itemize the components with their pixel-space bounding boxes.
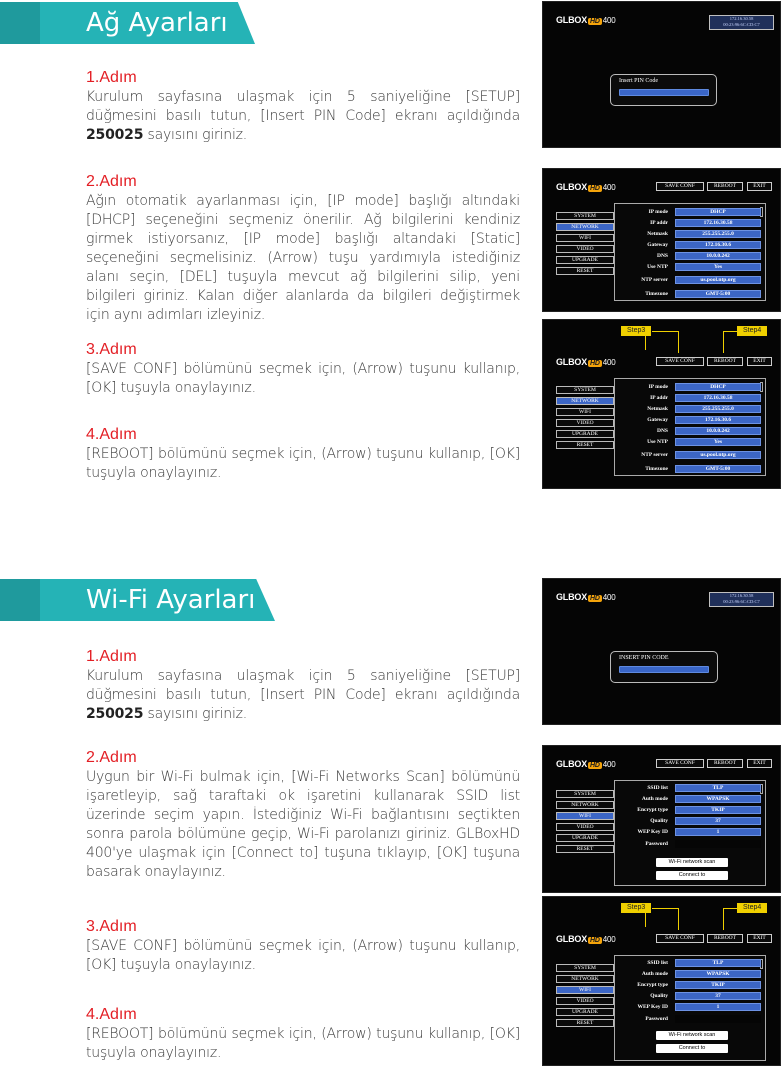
pin-label: INSERT PIN CODE [619,655,669,661]
callout-step3: Step3 [621,903,651,913]
pin-label: Insert PIN Code [619,78,658,84]
step-heading: 3.Adım [86,918,137,935]
glbox-logo: GLBOX HD 400 [556,759,616,769]
step-text: [SAVE CONF] bölümünü seçmek için, (Arrow) tuşunu kullanıp, [OK] tuşuyla onaylayınız. [86,361,520,396]
wifi-panel [614,955,766,1061]
field-row: Quality 37 [615,992,765,1002]
step-text: Kurulum sayfasına ulaşmak için 5 saniyeliğine [SETUP] düğmesini basılı tutun, [Insert PIN Code] ekranı açıldığında 250025 sayısını giriniz. [86,89,520,143]
save-conf-button[interactable]: SAVE CONF [656,357,704,366]
menu-item-reset[interactable]: RESET [556,845,614,853]
menu-item-system[interactable]: SYSTEM [556,386,614,394]
menu-item-video[interactable]: VIDEO [556,245,614,253]
menu-item-network[interactable]: NETWORK [556,975,614,983]
menu-item-wifi[interactable]: WIFI [556,986,614,994]
menu-item-video[interactable]: VIDEO [556,419,614,427]
step-4 [86,426,520,483]
field-row: IP addr 172.16.30.58 [615,219,765,229]
banner-lead [0,579,40,621]
section-title: Wi-Fi Ayarları [86,585,256,615]
glbox-logo: GLBOX HD 400 [556,182,616,192]
field-row: Encrypt type TKIP [615,981,765,991]
settings-menu [556,386,614,452]
wifi-panel [614,780,766,886]
pin-dialog [610,651,718,683]
field-row: Timezone GMT-5:00 [615,290,765,300]
menu-item-network[interactable]: NETWORK [556,223,614,231]
menu-item-video[interactable]: VIDEO [556,997,614,1005]
menu-item-wifi[interactable]: WIFI [556,812,614,820]
field-row: DNS 10.0.0.242 [615,252,765,262]
field-row: WEP Key ID 1 [615,828,765,838]
field-row: IP mode DHCP [615,208,765,218]
callout-step4: Step4 [737,903,767,913]
field-row: NTP server us.pool.ntp.org [615,276,765,286]
field-row: NTP server us.pool.ntp.org [615,451,765,461]
menu-item-reset[interactable]: RESET [556,441,614,449]
step-4 [86,1006,520,1063]
step-text: Kurulum sayfasına ulaşmak için 5 saniyeliğine [SETUP] düğmesini basılı tutun, [Insert PIN Code] ekranı açıldığında 250025 sayısını giriniz. [86,668,520,722]
field-row: Encrypt type TKIP [615,806,765,816]
field-row: IP addr 172.16.30.58 [615,394,765,404]
field-row: SSID list TLP [615,959,765,969]
field-row: Password [615,840,765,850]
glbox-logo: GLBOX HD 400 [556,592,616,602]
pin-input[interactable] [619,89,709,96]
menu-item-upgrade[interactable]: UPGRADE [556,1008,614,1016]
callout-step4: Step4 [737,326,767,336]
menu-item-reset[interactable]: RESET [556,1019,614,1027]
step-3 [86,341,520,398]
pin-code: 250025 [86,127,144,143]
step-3 [86,918,520,975]
menu-item-system[interactable]: SYSTEM [556,964,614,972]
step-heading: 4.Adım [86,1006,137,1023]
section-banner-wifi [0,579,280,621]
step-heading: 1.Adım [86,69,137,86]
exit-button[interactable]: EXIT [747,182,772,191]
password-field[interactable] [675,840,761,848]
step-heading: 1.Adım [86,648,137,665]
menu-item-video[interactable]: VIDEO [556,823,614,831]
network-panel [614,378,766,476]
glbox-logo: GLBOX HD 400 [556,357,616,367]
menu-item-wifi[interactable]: WIFI [556,234,614,242]
step-heading: 3.Adım [86,341,137,358]
step-heading: 2.Adım [86,749,137,766]
step-2 [86,749,520,882]
save-conf-button[interactable]: SAVE CONF [656,934,704,943]
section-banner-network [0,2,260,44]
field-row: Netmask 255.255.255.0 [615,405,765,415]
step-heading: 2.Adım [86,173,137,190]
menu-item-reset[interactable]: RESET [556,267,614,275]
menu-item-wifi[interactable]: WIFI [556,408,614,416]
reboot-button[interactable]: REBOOT [707,934,743,943]
step-2 [86,173,520,325]
wifi-scan-button[interactable]: Wi-Fi network scan [656,858,728,867]
reboot-button[interactable]: REBOOT [707,182,743,191]
menu-item-system[interactable]: SYSTEM [556,212,614,220]
screen-wifi-save [542,896,781,1066]
menu-item-system[interactable]: SYSTEM [556,790,614,798]
step-text: Ağın otomatik ayarlanması için, [IP mode] başlığı altındaki [DHCP] seçeneğini seçmeniz önerilir. Ağ bilgilerini kendiniz girmek istiyorsanız, [IP mode] başlığı altandaki [Static] seçeneğini seçmelisiniz. (Arrow) tuşu yardımıyla istediğiniz alanı seçin, [DEL] tuşuyla mevcut ağ bilgilerini silip, yeni bilgileri giriniz. Kalan diğer alanlarda da bilgileri değiştirmek için aynı adımları izleyiniz. [86,193,520,323]
step-1 [86,69,520,145]
screen-network-settings [542,168,781,312]
ip-info-box: 172.16.30.58 00:23:96:6C:CD:C7 [709,592,774,607]
ip-info-box: 172.16.30.58 00:23:96:6C:CD:C7 [709,15,774,30]
password-field[interactable] [675,1015,761,1023]
field-row: WEP Key ID 1 [615,1003,765,1013]
field-row: Use NTP Yes [615,438,765,448]
menu-item-upgrade[interactable]: UPGRADE [556,834,614,842]
step-text: Uygun bir Wi-Fi bulmak için, [Wi-Fi Networks Scan] bölümünü işaretleyip, sağ taraftaki ok işaretini kullanarak SSID list üzerinde seçim yapın. İstediğiniz Wi-Fi bağlantısını seçtikten sonra parola bölümüne geçip, Wi-Fi parolanızı giriniz. GLBoxHD 400'ye ulaşmak için [Connect to] tuşuna tıklayıp, [OK] tuşuna basarak onaylayınız. [86,769,520,880]
menu-item-network[interactable]: NETWORK [556,801,614,809]
field-row: IP mode DHCP [615,383,765,393]
field-row: Gateway 172.16.30.6 [615,416,765,426]
field-row: DNS 10.0.0.242 [615,427,765,437]
screen-network-save [542,319,781,489]
exit-button[interactable]: EXIT [747,934,772,943]
menu-item-upgrade[interactable]: UPGRADE [556,256,614,264]
field-row: Auth mode WPAPSK [615,795,765,805]
field-row: Netmask 255.255.255.0 [615,230,765,240]
exit-button[interactable]: EXIT [747,759,772,768]
connect-to-button[interactable]: Connect to [656,1044,728,1053]
glbox-logo: GLBOX HD 400 [556,15,616,25]
step-heading: 4.Adım [86,426,137,443]
field-row: Use NTP Yes [615,263,765,273]
step-text: [REBOOT] bölümünü seçmek için, (Arrow) tuşunu kullanıp, [OK] tuşuyla onaylayınız. [86,1026,520,1061]
banner-lead [0,2,40,44]
field-row: Gateway 172.16.30.6 [615,241,765,251]
field-row: SSID list TLP [615,784,765,794]
screen-wifi-settings [542,745,781,893]
section-title: Ağ Ayarları [86,8,228,38]
reboot-button[interactable]: REBOOT [707,357,743,366]
settings-menu [556,964,614,1030]
menu-item-network[interactable]: NETWORK [556,397,614,405]
network-panel [614,203,766,301]
step-1 [86,648,520,724]
field-row: Auth mode WPAPSK [615,970,765,980]
reboot-button[interactable]: REBOOT [707,759,743,768]
settings-menu [556,790,614,856]
screen-pin-wifi [542,578,781,725]
step-text: [SAVE CONF] bölümünü seçmek için, (Arrow) tuşunu kullanıp, [OK] tuşuyla onaylayınız. [86,938,520,973]
step-text: [REBOOT] bölümünü seçmek için, (Arrow) tuşunu kullanıp, [OK] tuşuyla onaylayınız. [86,446,520,481]
callout-step3: Step3 [621,326,651,336]
save-conf-button[interactable]: SAVE CONF [656,759,704,768]
field-row: Timezone GMT-5:00 [615,465,765,475]
wifi-scan-button[interactable]: Wi-Fi network scan [656,1031,728,1040]
pin-input[interactable] [619,666,709,673]
connect-to-button[interactable]: Connect to [656,871,728,880]
pin-dialog [610,74,717,106]
glbox-logo: GLBOX HD 400 [556,934,616,944]
field-row: Password [615,1015,765,1025]
pin-code: 250025 [86,706,144,722]
save-conf-button[interactable]: SAVE CONF [656,182,704,191]
settings-menu [556,212,614,278]
menu-item-upgrade[interactable]: UPGRADE [556,430,614,438]
screen-pin-network [542,1,781,148]
exit-button[interactable]: EXIT [747,357,772,366]
field-row: Quality 37 [615,817,765,827]
